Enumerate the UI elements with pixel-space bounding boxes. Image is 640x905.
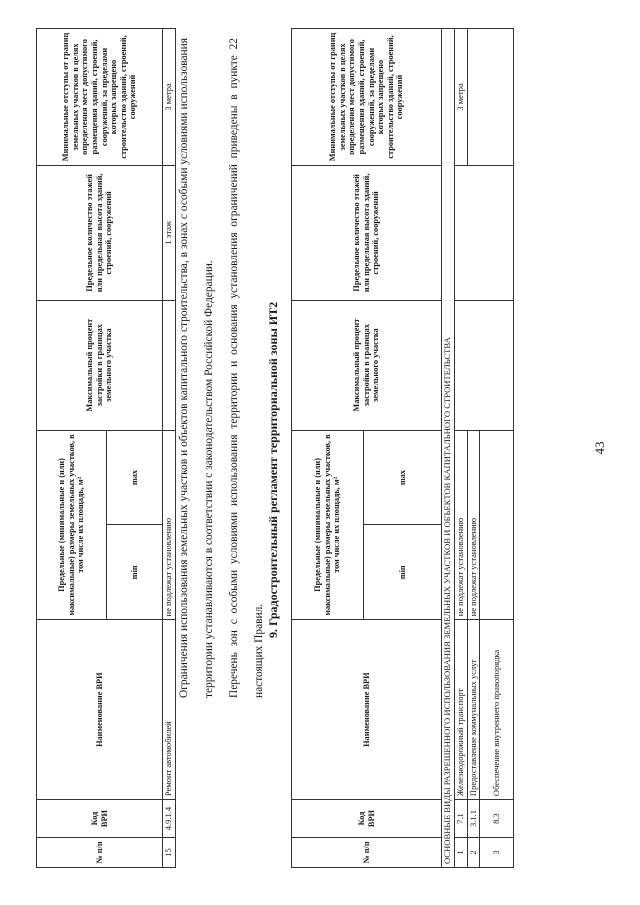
row-num: 3 [480,838,514,868]
row-code: 3.1.1 [467,800,480,838]
header-max-percent: Максимальный процент застройки в границах земельного участка [292,300,442,430]
section-heading: 9. Градостроительный регламент территориальной зоны ИТ2 [266,301,280,638]
header-size-limits: Предельные (минимальные и (или) максимальные) размеры земельных участков, в том числе их площадь, м² [37,430,107,620]
header-max: max [364,430,442,525]
header-num: № п/п [292,838,442,868]
row-code: 7.1 [454,800,467,838]
row-size: не подлежат установлению [163,430,176,620]
row-code: 8.3 [480,800,514,838]
paragraph-1: Ограничения использования земельных участков и объектов капитального строительства, в зонах с особыми условиями использования территории устанавливаются в соответствии с законодательством Российской Федерации. [178,38,215,698]
row-percent [454,300,514,430]
section-title: ОСНОВНЫЕ ВИДЫ РАЗРЕШЕННОГО ИСПОЛЬЗОВАНИЯ ЗЕМЕЛЬНЫХ УЧАСТКОВ И ОБЪЕКТОВ КАПИТАЛЬНОГО СТРОИТЕЛЬСТВА [442,29,455,868]
header-code: Код ВРИ [292,800,442,838]
row-floors [454,165,514,300]
header-num: № п/п [37,838,163,868]
row-code: 4.9.1.4 [163,800,176,838]
row-name: Предоставление коммунальных услуг [467,620,480,800]
table-row [467,29,480,868]
restrictions-paragraph [172,38,272,698]
header-min: min [364,525,442,620]
section-row [442,29,455,868]
header-name: Наименование ВРИ [37,620,163,800]
row-num: 1 [454,838,467,868]
header-max: max [107,430,163,525]
row-size [480,430,514,620]
row-name: Железнодорожный транспорт [454,620,467,800]
row-setback: 3 метра [454,29,467,166]
row-num: 2 [467,838,480,868]
paragraph-2: Перечень зон с особыми условиями использования территории и основания установления ограничений приведены в пункте 22 настоящих Правил. [228,38,265,698]
header-max-percent: Максимальный процент застройки в границах земельного участка [37,300,163,430]
row-floors: 1 этаж [163,165,176,300]
row-setback [467,29,514,166]
header-setbacks: Минимальные отступы от границ земельных участков в целях определения мест допустимого размещения зданий, строений, сооружений, за пределами которых запрещено строительство зданий, строений, сооружений [37,29,163,166]
table-row [454,29,467,868]
zone-regulation-table-1 [36,28,176,868]
zone-regulation-table-2 [291,28,514,868]
row-size: не подлежат установлению [467,430,480,620]
header-floors: Предельное количество этажей или предельная высота зданий, строений, сооружений [37,165,163,300]
header-min: min [107,525,163,620]
header-size-limits: Предельные (минимальные и (или) максимальные) размеры земельных участков, в том числе их площадь, м² [292,430,364,620]
header-setbacks: Минимальные отступы от границ земельных участков в целях определения мест допустимого размещения зданий, строений, сооружений, за пределами которых запрещено строительство зданий, строений, сооружений [292,29,442,166]
header-name: Наименование ВРИ [292,620,442,800]
row-name: Обеспечение внутреннего правопорядка [480,620,514,800]
row-num: 15 [163,838,176,868]
row-setback: 3 метра [163,29,176,166]
header-code: Код ВРИ [37,800,163,838]
rotated-page [36,28,606,868]
row-size: не подлежат установлению [454,430,467,620]
page-number: 43 [592,441,607,455]
row-name: Ремонт автомобилей [163,620,176,800]
header-floors: Предельное количество этажей или предельная высота зданий, строений, сооружений [292,165,442,300]
